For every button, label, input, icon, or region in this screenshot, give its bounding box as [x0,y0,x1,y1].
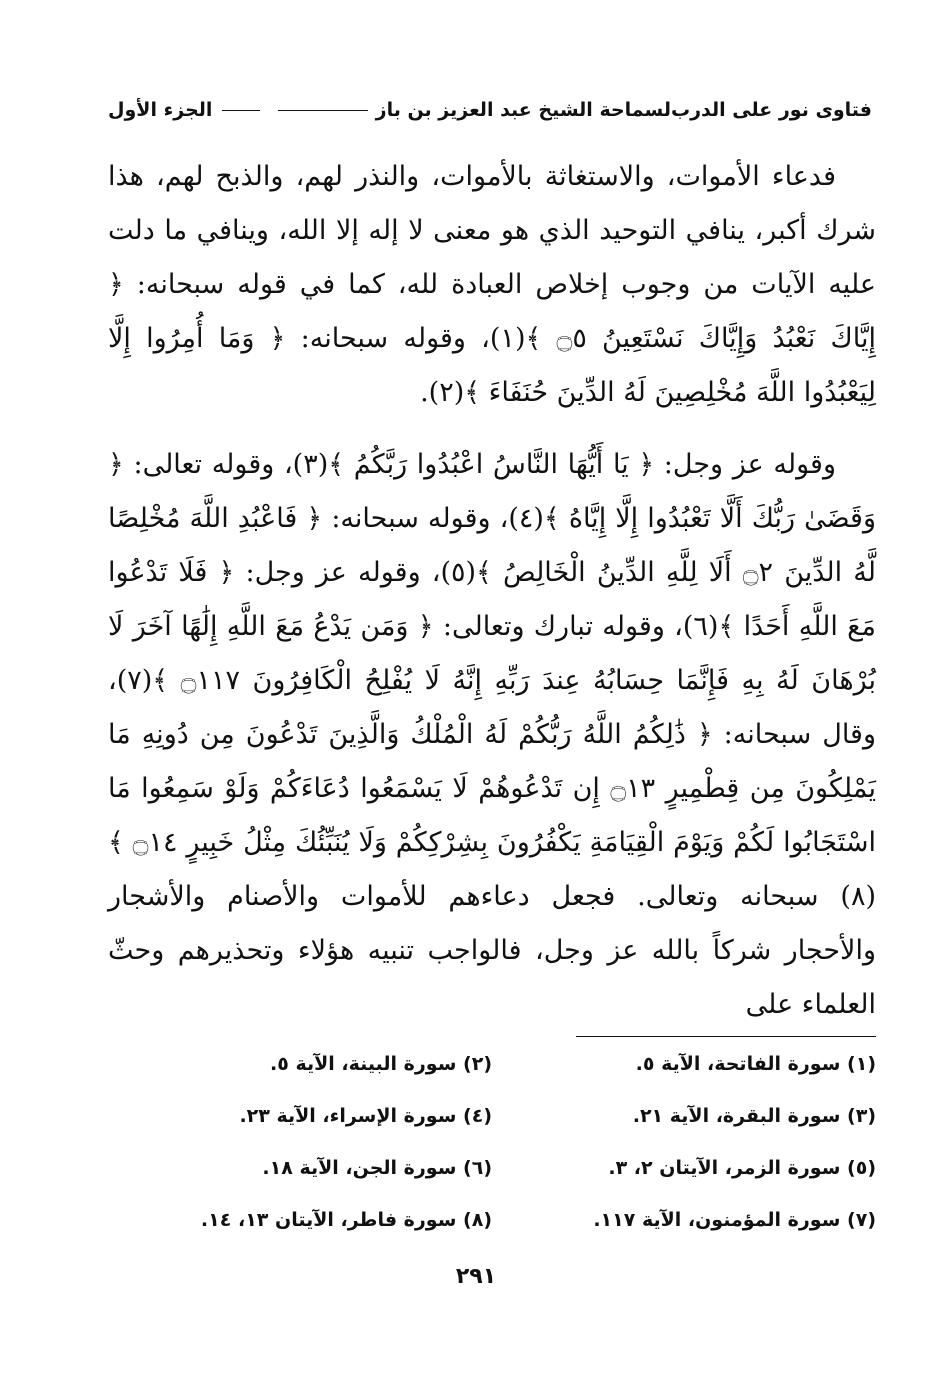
page-number: ٢٩١ [455,1264,497,1289]
footnote-item: (٧) سورة المؤمنون، الآية ١١٧. [593,1209,876,1231]
author-name: لسماحة الشيخ عبد العزيز بن باز [375,99,671,121]
footnote-divider [576,1036,876,1037]
running-header [108,90,872,130]
footnote-item: (٣) سورة البقرة، الآية ٢١. [632,1105,876,1127]
volume-label: الجزء الأول [108,99,213,121]
footnotes [108,1042,876,1242]
paragraph: وقوله عز وجل: ﴿ يَا أَيُّهَا النَّاسُ اعْبُدُوا رَبَّكُمُ ﴾(٣)، وقوله تعالى: ﴿ وَقَضَىٰ رَبُّكَ أَلَّا تَعْبُدُوا إِلَّا إِيَّاهُ ﴾(٤)، وقوله سبحانه: ﴿ فَاعْبُدِ اللَّهَ مُخْلِصًا لَّهُ الدِّينَ ۝٢ أَلَا لِلَّهِ الدِّينُ الْخَالِصُ ﴾(٥)، وقوله عز وجل: ﴿ فَلَا تَدْعُوا مَعَ اللَّهِ أَحَدًا ﴾(٦)، وقوله تبارك وتعالى: ﴿ وَمَن يَدْعُ مَعَ اللَّهِ إِلَٰهًا آخَرَ لَا بُرْهَانَ لَهُ بِهِ فَإِنَّمَا حِسَابُهُ عِندَ رَبِّهِ إِنَّهُ لَا يُفْلِحُ الْكَافِرُونَ ۝١١٧ ﴾(٧)، وقال سبحانه: ﴿ ذَٰلِكُمُ اللَّهُ رَبُّكُمْ لَهُ الْمُلْكُ وَالَّذِينَ تَدْعُونَ مِن دُونِهِ مَا يَمْلِكُونَ مِن قِطْمِيرٍ ۝١٣ إِن تَدْعُوهُمْ لَا يَسْمَعُوا دُعَاءَكُمْ وَلَوْ سَمِعُوا مَا اسْتَجَابُوا لَكُمْ وَيَوْمَ الْقِيَامَةِ يَكْفُرُونَ بِشِرْكِكُمْ وَلَا يُنَبِّئُكَ مِثْلُ خَبِيرٍ ۝١٤ ﴾(٨) سبحانه وتعالى. فجعل دعاءهم للأموات والأصنام والأشجار والأحجار شركاً بالله عز وجل، فالواجب تنبيه هؤلاء وتحذيرهم وحثّ العلماء على [108,449,876,1020]
header-rule [278,110,368,111]
author-line [270,99,671,121]
footnote-item: (٥) سورة الزمر، الآيتان ٢، ٣. [608,1157,876,1179]
footnote-item: (٨) سورة فاطر، الآيتان ١٣، ١٤. [200,1209,492,1231]
main-text [108,150,876,1032]
footnote-item: (٦) سورة الجن، الآية ١٨. [262,1157,492,1179]
paragraph: فدعاء الأموات، والاستغاثة بالأموات، والنذر لهم، والذبح لهم، هذا شرك أكبر، ينافي التوحيد الذي هو معنى لا إله إلا الله، وينافي ما دلت عليه الآيات من وجوب إخلاص العبادة لله، كما في قوله سبحانه: ﴿ إِيَّاكَ نَعْبُدُ وَإِيَّاكَ نَسْتَعِينُ ۝٥ ﴾(١)، وقوله سبحانه: ﴿ وَمَا أُمِرُوا إِلَّا لِيَعْبُدُوا اللَّهَ مُخْلِصِينَ لَهُ الدِّينَ حُنَفَاءَ ﴾(٢). [108,161,877,408]
footnote-item: (٢) سورة البينة، الآية ٥. [270,1053,492,1075]
header-divider [222,110,259,111]
book-title: فتاوى نور على الدرب [671,99,872,121]
footnote-item: (١) سورة الفاتحة، الآية ٥. [635,1053,876,1075]
footnote-item: (٤) سورة الإسراء، الآية ٢٣. [239,1105,492,1127]
